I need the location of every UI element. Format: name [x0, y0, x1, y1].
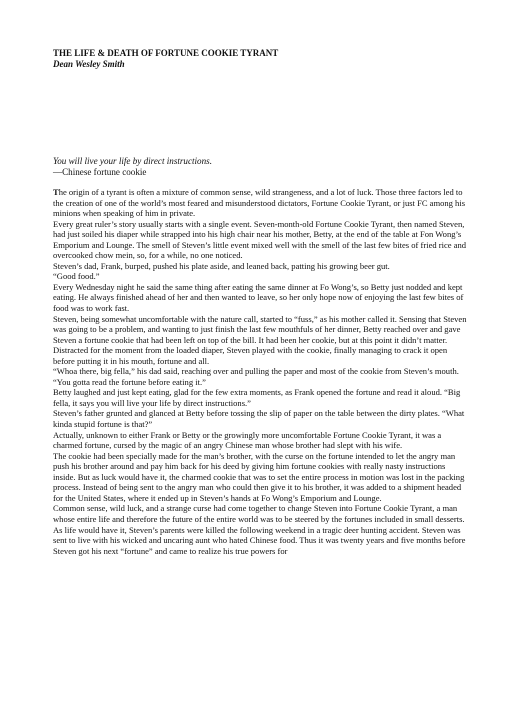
paragraph: Betty laughed and just kept eating, glad for the few extra moments, as Frank opened the fortune and read it aloud. “Big fella, it says you will live your life by direct instructions.” [53, 387, 461, 408]
paragraph: Steven’s dad, Frank, burped, pushed his plate aside, and leaned back, patting his growing beer gut. [53, 260, 390, 271]
paragraph: Distracted for the moment from the loaded diaper, Steven played with the cookie, finally managing to crack it open before putting it in his mouth, fortune and all. [53, 345, 448, 366]
first-letter: T [53, 187, 59, 197]
paragraph: “Good food.” [53, 271, 100, 282]
paragraph: Steven, being somewhat uncomfortable with the nature call, started to “fuss,” as his mother called it. Sensing that Steven was going to be a problem, and wanting to just finish the last few mouthfuls of her dinner, Betty reached over and gave Steven a fortune cookie that had been left on top of the bill. It had been her cookie, but at this point it didn’t matter. [53, 313, 467, 345]
author-name: Dean Wesley Smith [53, 59, 125, 69]
paragraph: Steven’s father grunted and glanced at Betty before tossing the slip of paper on the table between the dirty plates. “What kinda stupid fortune is that?” [53, 408, 465, 430]
epigraph-quote: You will live your life by direct instructions. [53, 156, 212, 166]
paragraph: Every Wednesday night he said the same thing after eating the same dinner at Fo Wong’s, so Betty just nodded and kept eating. He always finished ahead of her and then wanted to leave, so her only hope now of enjoying the last few bites of food was to work fast. [53, 281, 464, 314]
story-body [53, 187, 469, 556]
document-page [53, 48, 469, 556]
paragraph: Actually, unknown to either Frank or Betty or the growingly more uncomfortable Fortune Cookie Tyrant, it was a charmed fortune, cursed by the magic of an angry Chinese man whose brother had slept with his wife. [53, 429, 442, 451]
paragraph: As life would have it, Steven’s parents were killed the following weekend in a tragic deer hunting accident. Steven was sent to live with his wicked and uncaring aunt who hated Chinese food. Thus it was twenty years and five months before Steven got his next “fortune” and came to realize his true powers for [53, 524, 466, 556]
epigraph [53, 156, 469, 178]
paragraph: Common sense, wild luck, and a strange curse had come together to change Steven into Fortune Cookie Tyrant, a man whose entire life and therefore the future of the entire world was to be steered by the fortunes included in small desserts. [53, 503, 465, 524]
paragraph: The cookie had been specially made for the man’s brother, with the curse on the fortune intended to let the angry man push his brother around and pay him back for his deed by giving him fortune cookies with really nasty instructions inside. But as luck would have it, the charmed cookie that was to set the entire process in motion was lost in the packing process. Instead of being sent to the angry man who could then give it to his brother, it was added to a shipment headed for the United States, where it ended up in Steven’s hands at Fo Wong’s Emporium and Lounge. [53, 450, 465, 503]
epigraph-source: —Chinese fortune cookie [53, 167, 147, 177]
paragraph: “Whoa there, big fella,” his dad said, reaching over and pulling the paper and most of the cookie from Steven’s mouth. “You gotta read the fortune before eating it.” [53, 366, 459, 387]
story-title: THE LIFE & DEATH OF FORTUNE COOKIE TYRANT [53, 48, 279, 58]
paragraph: Every great ruler’s story usually starts with a single event. Seven-month-old Fortune Cookie Tyrant, then named Steven, had just soiled his diaper while strapped into his high chair near his mother, Betty, at the end of the table at Fon Wong’s Emporium and Lounge. The smell of Steven’s little event mixed well with the smell of the last few bites of fried rice and overcooked chow mein, so, for a while, no one noticed. [53, 218, 467, 261]
paragraph: The origin of a tyrant is often a mixture of common sense, wild strangeness, and a lot of luck. Those three factors led to the creation of one of the world’s most feared and misunderstood dictators, Fortune Cookie Tyrant, or just FC among his minions when speaking of him in private. [53, 187, 466, 219]
